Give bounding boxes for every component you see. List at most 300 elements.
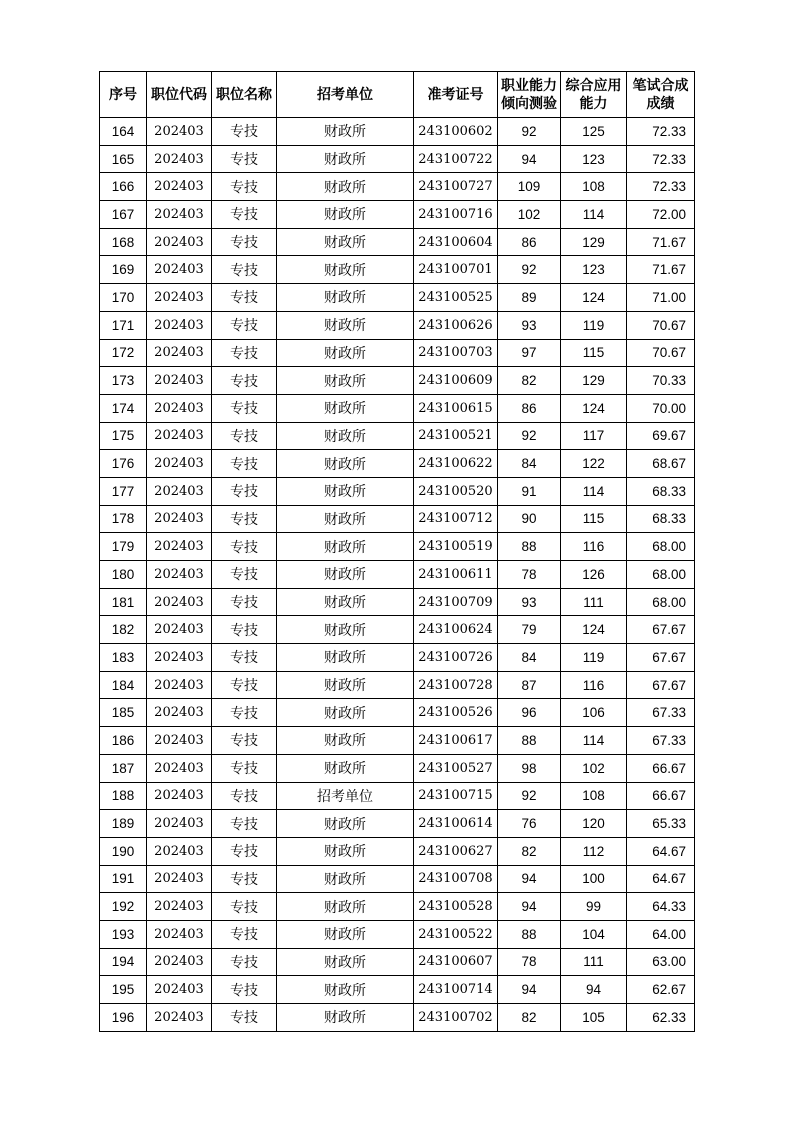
position-code-cell: 202403	[147, 976, 212, 1004]
unit-cell: 财政所	[277, 976, 414, 1004]
table-row	[100, 920, 695, 948]
composite-score-cell: 64.67	[627, 865, 695, 893]
applied-score-cell: 115	[561, 339, 627, 367]
table-row	[100, 367, 695, 395]
header-composite-score: 笔试合成成绩	[627, 72, 695, 118]
position-code-cell: 202403	[147, 201, 212, 229]
seq-cell: 171	[100, 311, 147, 339]
applied-score-cell: 124	[561, 616, 627, 644]
unit-cell: 财政所	[277, 1004, 414, 1032]
composite-score-cell: 64.00	[627, 920, 695, 948]
ticket-no-cell: 243100626	[414, 311, 498, 339]
unit-cell: 财政所	[277, 256, 414, 284]
unit-cell: 财政所	[277, 948, 414, 976]
applied-score-cell: 114	[561, 727, 627, 755]
header-seq: 序号	[100, 72, 147, 118]
seq-cell: 172	[100, 339, 147, 367]
seq-cell: 177	[100, 477, 147, 505]
composite-score-cell: 69.67	[627, 422, 695, 450]
table-row	[100, 616, 695, 644]
seq-cell: 180	[100, 561, 147, 589]
applied-score-cell: 117	[561, 422, 627, 450]
seq-cell: 193	[100, 920, 147, 948]
seq-cell: 164	[100, 118, 147, 146]
position-code-cell: 202403	[147, 616, 212, 644]
position-name-cell: 专技	[212, 311, 277, 339]
applied-score-cell: 105	[561, 1004, 627, 1032]
position-name-cell: 专技	[212, 976, 277, 1004]
composite-score-cell: 72.00	[627, 201, 695, 229]
position-name-cell: 专技	[212, 948, 277, 976]
aptitude-score-cell: 94	[498, 976, 561, 1004]
ticket-no-cell: 243100525	[414, 284, 498, 312]
seq-cell: 170	[100, 284, 147, 312]
table-row	[100, 145, 695, 173]
unit-cell: 财政所	[277, 727, 414, 755]
aptitude-score-cell: 89	[498, 284, 561, 312]
applied-score-cell: 122	[561, 450, 627, 478]
unit-cell: 财政所	[277, 893, 414, 921]
table-row	[100, 256, 695, 284]
seq-cell: 191	[100, 865, 147, 893]
composite-score-cell: 72.33	[627, 173, 695, 201]
aptitude-score-cell: 87	[498, 671, 561, 699]
composite-score-cell: 68.67	[627, 450, 695, 478]
ticket-no-cell: 243100522	[414, 920, 498, 948]
position-name-cell: 专技	[212, 561, 277, 589]
table-row	[100, 311, 695, 339]
composite-score-cell: 64.33	[627, 893, 695, 921]
seq-cell: 168	[100, 228, 147, 256]
composite-score-cell: 67.33	[627, 699, 695, 727]
position-name-cell: 专技	[212, 339, 277, 367]
table-row	[100, 394, 695, 422]
table-row	[100, 588, 695, 616]
applied-score-cell: 106	[561, 699, 627, 727]
applied-score-cell: 100	[561, 865, 627, 893]
position-code-cell: 202403	[147, 311, 212, 339]
table-row	[100, 810, 695, 838]
applied-score-cell: 112	[561, 837, 627, 865]
position-code-cell: 202403	[147, 865, 212, 893]
composite-score-cell: 71.67	[627, 256, 695, 284]
unit-cell: 财政所	[277, 754, 414, 782]
applied-score-cell: 129	[561, 367, 627, 395]
table-row	[100, 865, 695, 893]
unit-cell: 财政所	[277, 201, 414, 229]
seq-cell: 183	[100, 644, 147, 672]
position-code-cell: 202403	[147, 699, 212, 727]
position-name-cell: 专技	[212, 505, 277, 533]
aptitude-score-cell: 78	[498, 948, 561, 976]
table-row	[100, 284, 695, 312]
position-name-cell: 专技	[212, 754, 277, 782]
aptitude-score-cell: 79	[498, 616, 561, 644]
ticket-no-cell: 243100602	[414, 118, 498, 146]
ticket-no-cell: 243100604	[414, 228, 498, 256]
ticket-no-cell: 243100714	[414, 976, 498, 1004]
composite-score-cell: 66.67	[627, 782, 695, 810]
ticket-no-cell: 243100527	[414, 754, 498, 782]
ticket-no-cell: 243100728	[414, 671, 498, 699]
position-code-cell: 202403	[147, 837, 212, 865]
unit-cell: 招考单位	[277, 782, 414, 810]
position-name-cell: 专技	[212, 477, 277, 505]
seq-cell: 173	[100, 367, 147, 395]
aptitude-score-cell: 91	[498, 477, 561, 505]
position-name-cell: 专技	[212, 810, 277, 838]
table-row	[100, 754, 695, 782]
seq-cell: 178	[100, 505, 147, 533]
applied-score-cell: 119	[561, 644, 627, 672]
position-code-cell: 202403	[147, 505, 212, 533]
table-row	[100, 477, 695, 505]
table-row	[100, 699, 695, 727]
table-row	[100, 533, 695, 561]
composite-score-cell: 67.67	[627, 671, 695, 699]
position-name-cell: 专技	[212, 118, 277, 146]
position-code-cell: 202403	[147, 533, 212, 561]
table-header	[100, 72, 695, 118]
unit-cell: 财政所	[277, 699, 414, 727]
table-row	[100, 118, 695, 146]
ticket-no-cell: 243100722	[414, 145, 498, 173]
table-row	[100, 228, 695, 256]
composite-score-cell: 70.67	[627, 311, 695, 339]
composite-score-cell: 70.67	[627, 339, 695, 367]
position-code-cell: 202403	[147, 727, 212, 755]
position-code-cell: 202403	[147, 1004, 212, 1032]
table-row	[100, 339, 695, 367]
position-name-cell: 专技	[212, 837, 277, 865]
seq-cell: 189	[100, 810, 147, 838]
table-row	[100, 976, 695, 1004]
position-name-cell: 专技	[212, 1004, 277, 1032]
position-code-cell: 202403	[147, 588, 212, 616]
composite-score-cell: 67.67	[627, 644, 695, 672]
ticket-no-cell: 243100627	[414, 837, 498, 865]
position-code-cell: 202403	[147, 754, 212, 782]
composite-score-cell: 68.00	[627, 561, 695, 589]
composite-score-cell: 68.00	[627, 533, 695, 561]
aptitude-score-cell: 84	[498, 450, 561, 478]
applied-score-cell: 123	[561, 256, 627, 284]
composite-score-cell: 67.67	[627, 616, 695, 644]
header-aptitude-test: 职业能力倾向测验	[498, 72, 561, 118]
seq-cell: 185	[100, 699, 147, 727]
applied-score-cell: 123	[561, 145, 627, 173]
unit-cell: 财政所	[277, 533, 414, 561]
seq-cell: 169	[100, 256, 147, 284]
applied-score-cell: 114	[561, 201, 627, 229]
table-row	[100, 671, 695, 699]
position-name-cell: 专技	[212, 699, 277, 727]
table-row	[100, 173, 695, 201]
seq-cell: 192	[100, 893, 147, 921]
unit-cell: 财政所	[277, 145, 414, 173]
aptitude-score-cell: 82	[498, 1004, 561, 1032]
position-name-cell: 专技	[212, 588, 277, 616]
unit-cell: 财政所	[277, 477, 414, 505]
position-name-cell: 专技	[212, 865, 277, 893]
composite-score-cell: 68.33	[627, 477, 695, 505]
unit-cell: 财政所	[277, 422, 414, 450]
seq-cell: 186	[100, 727, 147, 755]
seq-cell: 179	[100, 533, 147, 561]
seq-cell: 166	[100, 173, 147, 201]
seq-cell: 188	[100, 782, 147, 810]
position-code-cell: 202403	[147, 256, 212, 284]
seq-cell: 176	[100, 450, 147, 478]
ticket-no-cell: 243100611	[414, 561, 498, 589]
applied-score-cell: 111	[561, 588, 627, 616]
position-code-cell: 202403	[147, 173, 212, 201]
table-row	[100, 505, 695, 533]
ticket-no-cell: 243100622	[414, 450, 498, 478]
aptitude-score-cell: 97	[498, 339, 561, 367]
aptitude-score-cell: 102	[498, 201, 561, 229]
position-code-cell: 202403	[147, 644, 212, 672]
ticket-no-cell: 243100708	[414, 865, 498, 893]
applied-score-cell: 116	[561, 533, 627, 561]
position-name-cell: 专技	[212, 920, 277, 948]
position-name-cell: 专技	[212, 727, 277, 755]
position-code-cell: 202403	[147, 810, 212, 838]
seq-cell: 175	[100, 422, 147, 450]
table-row	[100, 893, 695, 921]
aptitude-score-cell: 88	[498, 920, 561, 948]
ticket-no-cell: 243100712	[414, 505, 498, 533]
applied-score-cell: 99	[561, 893, 627, 921]
position-code-cell: 202403	[147, 339, 212, 367]
unit-cell: 财政所	[277, 561, 414, 589]
header-position-code: 职位代码	[147, 72, 212, 118]
unit-cell: 财政所	[277, 394, 414, 422]
applied-score-cell: 108	[561, 782, 627, 810]
composite-score-cell: 72.33	[627, 145, 695, 173]
table-row	[100, 948, 695, 976]
position-name-cell: 专技	[212, 256, 277, 284]
ticket-no-cell: 243100703	[414, 339, 498, 367]
score-sheet	[99, 71, 695, 1032]
position-name-cell: 专技	[212, 450, 277, 478]
unit-cell: 财政所	[277, 837, 414, 865]
aptitude-score-cell: 92	[498, 118, 561, 146]
unit-cell: 财政所	[277, 339, 414, 367]
unit-cell: 财政所	[277, 173, 414, 201]
ticket-no-cell: 243100609	[414, 367, 498, 395]
aptitude-score-cell: 82	[498, 367, 561, 395]
position-name-cell: 专技	[212, 644, 277, 672]
unit-cell: 财政所	[277, 284, 414, 312]
unit-cell: 财政所	[277, 810, 414, 838]
ticket-no-cell: 243100614	[414, 810, 498, 838]
header-row	[100, 72, 695, 118]
applied-score-cell: 124	[561, 284, 627, 312]
aptitude-score-cell: 90	[498, 505, 561, 533]
table-row	[100, 422, 695, 450]
ticket-no-cell: 243100701	[414, 256, 498, 284]
ticket-no-cell: 243100519	[414, 533, 498, 561]
applied-score-cell: 102	[561, 754, 627, 782]
header-unit: 招考单位	[277, 72, 414, 118]
position-code-cell: 202403	[147, 145, 212, 173]
seq-cell: 187	[100, 754, 147, 782]
ticket-no-cell: 243100607	[414, 948, 498, 976]
ticket-no-cell: 243100526	[414, 699, 498, 727]
table-row	[100, 1004, 695, 1032]
composite-score-cell: 62.33	[627, 1004, 695, 1032]
position-name-cell: 专技	[212, 533, 277, 561]
position-name-cell: 专技	[212, 145, 277, 173]
applied-score-cell: 124	[561, 394, 627, 422]
applied-score-cell: 104	[561, 920, 627, 948]
position-code-cell: 202403	[147, 450, 212, 478]
ticket-no-cell: 243100615	[414, 394, 498, 422]
table-row	[100, 837, 695, 865]
ticket-no-cell: 243100624	[414, 616, 498, 644]
ticket-no-cell: 243100709	[414, 588, 498, 616]
aptitude-score-cell: 93	[498, 588, 561, 616]
aptitude-score-cell: 82	[498, 837, 561, 865]
ticket-no-cell: 243100617	[414, 727, 498, 755]
applied-score-cell: 111	[561, 948, 627, 976]
seq-cell: 181	[100, 588, 147, 616]
aptitude-score-cell: 98	[498, 754, 561, 782]
seq-cell: 182	[100, 616, 147, 644]
table-row	[100, 727, 695, 755]
ticket-no-cell: 243100520	[414, 477, 498, 505]
applied-score-cell: 125	[561, 118, 627, 146]
unit-cell: 财政所	[277, 118, 414, 146]
ticket-no-cell: 243100726	[414, 644, 498, 672]
position-name-cell: 专技	[212, 367, 277, 395]
aptitude-score-cell: 78	[498, 561, 561, 589]
composite-score-cell: 67.33	[627, 727, 695, 755]
composite-score-cell: 62.67	[627, 976, 695, 1004]
ticket-no-cell: 243100528	[414, 893, 498, 921]
applied-score-cell: 114	[561, 477, 627, 505]
applied-score-cell: 129	[561, 228, 627, 256]
applied-score-cell: 120	[561, 810, 627, 838]
table-row	[100, 782, 695, 810]
unit-cell: 财政所	[277, 311, 414, 339]
ticket-no-cell: 243100716	[414, 201, 498, 229]
unit-cell: 财政所	[277, 367, 414, 395]
composite-score-cell: 65.33	[627, 810, 695, 838]
table-row	[100, 561, 695, 589]
seq-cell: 196	[100, 1004, 147, 1032]
position-name-cell: 专技	[212, 201, 277, 229]
aptitude-score-cell: 92	[498, 782, 561, 810]
score-table	[99, 71, 695, 1032]
position-code-cell: 202403	[147, 561, 212, 589]
unit-cell: 财政所	[277, 450, 414, 478]
composite-score-cell: 68.00	[627, 588, 695, 616]
aptitude-score-cell: 94	[498, 865, 561, 893]
unit-cell: 财政所	[277, 865, 414, 893]
composite-score-cell: 71.67	[627, 228, 695, 256]
composite-score-cell: 64.67	[627, 837, 695, 865]
position-name-cell: 专技	[212, 616, 277, 644]
composite-score-cell: 68.33	[627, 505, 695, 533]
seq-cell: 190	[100, 837, 147, 865]
position-code-cell: 202403	[147, 422, 212, 450]
aptitude-score-cell: 92	[498, 422, 561, 450]
applied-score-cell: 108	[561, 173, 627, 201]
header-applied-ability: 综合应用能力	[561, 72, 627, 118]
composite-score-cell: 66.67	[627, 754, 695, 782]
header-ticket-no: 准考证号	[414, 72, 498, 118]
applied-score-cell: 94	[561, 976, 627, 1004]
aptitude-score-cell: 84	[498, 644, 561, 672]
unit-cell: 财政所	[277, 644, 414, 672]
position-code-cell: 202403	[147, 228, 212, 256]
aptitude-score-cell: 93	[498, 311, 561, 339]
ticket-no-cell: 243100727	[414, 173, 498, 201]
aptitude-score-cell: 96	[498, 699, 561, 727]
position-name-cell: 专技	[212, 422, 277, 450]
aptitude-score-cell: 88	[498, 727, 561, 755]
aptitude-score-cell: 88	[498, 533, 561, 561]
unit-cell: 财政所	[277, 920, 414, 948]
aptitude-score-cell: 109	[498, 173, 561, 201]
aptitude-score-cell: 92	[498, 256, 561, 284]
unit-cell: 财政所	[277, 616, 414, 644]
position-code-cell: 202403	[147, 893, 212, 921]
ticket-no-cell: 243100521	[414, 422, 498, 450]
aptitude-score-cell: 86	[498, 228, 561, 256]
composite-score-cell: 70.33	[627, 367, 695, 395]
seq-cell: 195	[100, 976, 147, 1004]
unit-cell: 财政所	[277, 228, 414, 256]
aptitude-score-cell: 94	[498, 145, 561, 173]
seq-cell: 174	[100, 394, 147, 422]
position-name-cell: 专技	[212, 394, 277, 422]
seq-cell: 165	[100, 145, 147, 173]
position-name-cell: 专技	[212, 284, 277, 312]
position-name-cell: 专技	[212, 228, 277, 256]
ticket-no-cell: 243100702	[414, 1004, 498, 1032]
seq-cell: 184	[100, 671, 147, 699]
position-name-cell: 专技	[212, 173, 277, 201]
position-code-cell: 202403	[147, 367, 212, 395]
position-name-cell: 专技	[212, 893, 277, 921]
composite-score-cell: 72.33	[627, 118, 695, 146]
position-name-cell: 专技	[212, 671, 277, 699]
applied-score-cell: 115	[561, 505, 627, 533]
aptitude-score-cell: 76	[498, 810, 561, 838]
position-code-cell: 202403	[147, 284, 212, 312]
unit-cell: 财政所	[277, 505, 414, 533]
table-row	[100, 644, 695, 672]
applied-score-cell: 119	[561, 311, 627, 339]
unit-cell: 财政所	[277, 671, 414, 699]
position-name-cell: 专技	[212, 782, 277, 810]
position-code-cell: 202403	[147, 118, 212, 146]
ticket-no-cell: 243100715	[414, 782, 498, 810]
table-row	[100, 450, 695, 478]
unit-cell: 财政所	[277, 588, 414, 616]
aptitude-score-cell: 94	[498, 893, 561, 921]
composite-score-cell: 63.00	[627, 948, 695, 976]
applied-score-cell: 116	[561, 671, 627, 699]
seq-cell: 167	[100, 201, 147, 229]
seq-cell: 194	[100, 948, 147, 976]
position-code-cell: 202403	[147, 477, 212, 505]
position-code-cell: 202403	[147, 948, 212, 976]
position-code-cell: 202403	[147, 920, 212, 948]
